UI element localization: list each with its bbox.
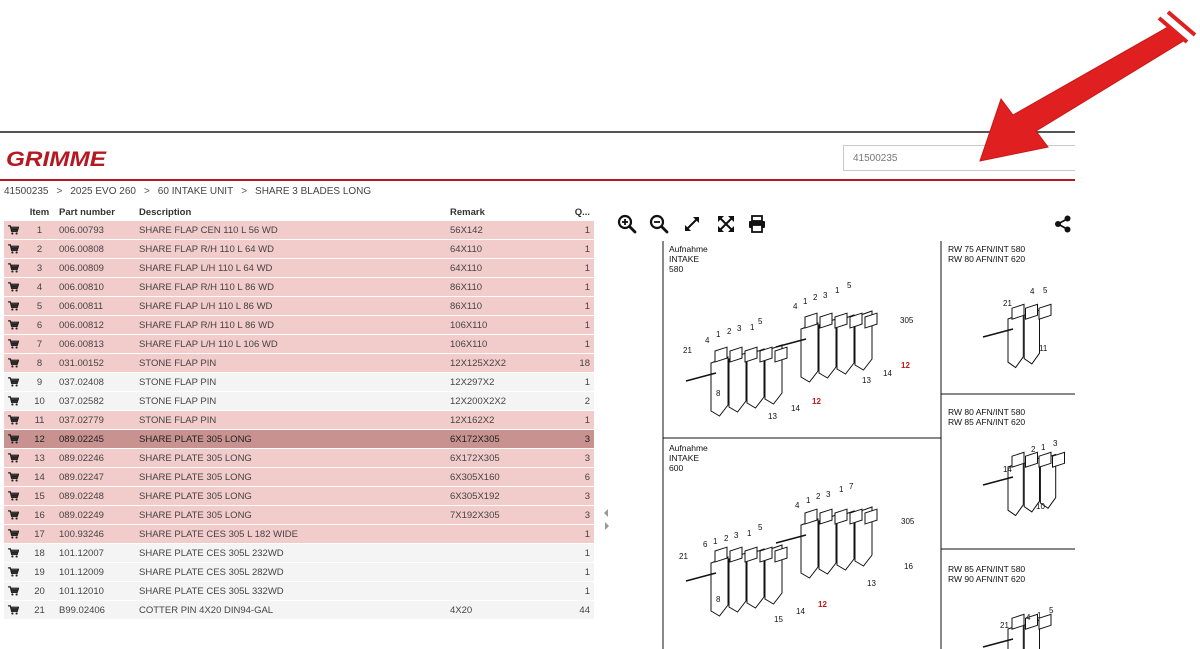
cell-item: 10 [24,392,55,411]
cell-description: SHARE FLAP R/H 110 L 86 WD [135,278,446,297]
print-icon[interactable] [747,214,767,234]
parts-table [4,204,594,620]
cell-part-number: 037.02582 [55,392,135,411]
side3-caption-2: RW 90 AFN/INT 620 [948,574,1026,584]
cell-remark: 12X200X2X2 [446,392,568,411]
header-quantity[interactable]: Q... [568,204,594,221]
share-plate-shape [711,557,728,616]
table-row[interactable] [4,487,594,506]
cell-description: SHARE PLATE CES 305L 232WD [135,544,446,563]
table-row[interactable] [4,259,594,278]
cell-quantity: 1 [568,316,594,335]
cell-remark: 86X110 [446,278,568,297]
cell-remark: 12X125X2X2 [446,354,568,373]
cell-description: SHARE FLAP R/H 110 L 64 WD [135,240,446,259]
side1-caption-1: RW 75 AFN/INT 580 [948,244,1026,254]
cell-remark: 86X110 [446,297,568,316]
table-row[interactable] [4,392,594,411]
cell-item: 19 [24,563,55,582]
cell-part-number: 089.02248 [55,487,135,506]
callout-number[interactable]: 14 [1003,465,1012,474]
cell-part-number: 006.00811 [55,297,135,316]
callout-number[interactable]: 14 [791,404,800,413]
cell-quantity: 1 [568,563,594,582]
cell-part-number: 006.00813 [55,335,135,354]
cell-part-number: 037.02779 [55,411,135,430]
table-row[interactable] [4,468,594,487]
callout-number[interactable]: 14 [796,607,805,616]
cell-quantity: 1 [568,582,594,601]
add-to-cart-icon[interactable] [4,297,24,316]
add-to-cart-icon[interactable] [4,468,24,487]
share-plate-shape [801,323,818,382]
header-cart [4,204,24,221]
callout-number[interactable]: 4 [705,336,710,345]
search-input[interactable] [843,145,1075,171]
callout-number[interactable]: 15 [774,615,783,624]
callout-number[interactable]: 7 [849,482,854,491]
cell-item: 13 [24,449,55,468]
add-to-cart-icon[interactable] [4,449,24,468]
callout-number[interactable]: 13 [867,579,876,588]
expand-icon[interactable] [682,214,702,234]
cell-quantity: 1 [568,411,594,430]
cell-remark: 12X297X2 [446,373,568,392]
add-to-cart-icon[interactable] [4,240,24,259]
share-icon[interactable] [1053,214,1073,234]
cell-part-number: 089.02245 [55,430,135,449]
breadcrumb-item-current: SHARE 3 BLADES LONG [255,186,372,197]
cell-part-number: 101.12009 [55,563,135,582]
table-row[interactable] [4,297,594,316]
callout-number[interactable]: 11 [1039,344,1048,353]
cell-remark: 64X110 [446,259,568,278]
add-to-cart-icon[interactable] [4,544,24,563]
side3-caption-1: RW 85 AFN/INT 580 [948,564,1026,574]
table-row[interactable] [4,601,594,620]
cell-quantity: 3 [568,487,594,506]
callout-number[interactable]: 13 [862,376,871,385]
breadcrumb-item-model[interactable]: 2025 EVO 260 [70,186,136,197]
cell-remark: 6X305X192 [446,487,568,506]
table-row[interactable] [4,582,594,601]
header-bar [0,133,1075,181]
cell-item: 15 [24,487,55,506]
add-to-cart-icon[interactable] [4,601,24,620]
cell-item: 1 [24,221,55,240]
cell-part-number: 089.02246 [55,449,135,468]
callout-number[interactable]: 12 [818,600,827,609]
cell-item: 12 [24,430,55,449]
cell-description: SHARE PLATE 305 LONG [135,468,446,487]
add-to-cart-icon[interactable] [4,563,24,582]
parts-table-body [4,221,594,620]
add-to-cart-icon[interactable] [4,411,24,430]
callout-number[interactable]: 6 [703,540,708,549]
cell-remark: 6X172X305 [446,430,568,449]
cell-description: SHARE PLATE CES 305 L 182 WIDE [135,525,446,544]
cell-item: 2 [24,240,55,259]
callout-number[interactable]: 8 [716,389,721,398]
callout-number[interactable]: 2 [1031,445,1036,454]
table-header-row [4,204,594,221]
cell-item: 17 [24,525,55,544]
callout-number[interactable]: 1 [750,323,755,332]
cell-part-number: 089.02249 [55,506,135,525]
breadcrumb-separator: > [143,186,150,197]
cell-description: SHARE FLAP CEN 110 L 56 WD [135,221,446,240]
cell-description: STONE FLAP PIN [135,354,446,373]
parts-catalog-window [0,131,1075,649]
cell-item: 18 [24,544,55,563]
callout-number[interactable]: 2 [727,327,732,336]
cell-quantity: 1 [568,297,594,316]
share-plate-shape [801,519,818,578]
header-remark[interactable]: Remark [446,204,568,221]
cell-quantity: 44 [568,601,594,620]
cell-description: SHARE PLATE CES 305L 282WD [135,563,446,582]
cell-description: SHARE PLATE CES 305L 332WD [135,582,446,601]
side1-caption-2: RW 80 AFN/INT 620 [948,254,1026,264]
cell-remark: 12X162X2 [446,411,568,430]
callout-number[interactable]: 1 [806,496,811,505]
breadcrumb-item-machine[interactable]: 41500235 [4,186,49,197]
callout-number[interactable]: 3 [823,291,828,300]
table-row[interactable] [4,430,594,449]
cell-remark [446,544,568,563]
callout-number[interactable]: 4 [795,501,800,510]
add-to-cart-icon[interactable] [4,316,24,335]
callout-number[interactable]: 4 [1026,613,1031,622]
side2-caption-2: RW 85 AFN/INT 620 [948,417,1026,427]
cell-description: SHARE PLATE 305 LONG [135,449,446,468]
cell-remark: 56X142 [446,221,568,240]
header-part-number[interactable]: Part number [55,204,135,221]
cell-description: SHARE FLAP L/H 110 L 86 WD [135,297,446,316]
panel2-caption-1: Aufnahme [669,443,708,453]
cell-quantity: 1 [568,373,594,392]
callout-number[interactable]: 12 [901,361,910,370]
cell-item: 20 [24,582,55,601]
callout-number[interactable]: 1 [1037,611,1042,620]
cell-quantity: 1 [568,259,594,278]
add-to-cart-icon[interactable] [4,278,24,297]
callout-number[interactable]: 8 [716,595,721,604]
cell-remark [446,563,568,582]
side2-caption-1: RW 80 AFN/INT 580 [948,407,1026,417]
breadcrumb [4,186,371,197]
callout-number[interactable]: 1 [835,286,840,295]
cell-item: 16 [24,506,55,525]
table-row[interactable] [4,316,594,335]
callout-number[interactable]: 4 [793,302,798,311]
cell-item: 11 [24,411,55,430]
callout-number[interactable]: 1 [747,529,752,538]
header-item[interactable]: Item [24,204,55,221]
callout-number[interactable]: 5 [758,523,763,532]
callout-number[interactable]: 1 [716,330,721,339]
header-description[interactable]: Description [135,204,446,221]
cell-part-number: B99.02406 [55,601,135,620]
cell-description: SHARE PLATE 305 LONG [135,430,446,449]
callout-number[interactable]: 2 [724,534,729,543]
cell-description: STONE FLAP PIN [135,373,446,392]
table-row[interactable] [4,506,594,525]
panel1-caption-2: INTAKE [669,254,700,264]
table-row[interactable] [4,373,594,392]
cell-part-number: 006.00808 [55,240,135,259]
cell-part-number: 006.00812 [55,316,135,335]
table-row[interactable] [4,240,594,259]
cell-item: 5 [24,297,55,316]
add-to-cart-icon[interactable] [4,221,24,240]
callout-number[interactable]: 3 [737,324,742,333]
cell-description: SHARE PLATE 305 LONG [135,506,446,525]
add-to-cart-icon[interactable] [4,582,24,601]
cell-quantity: 1 [568,221,594,240]
table-row[interactable] [4,449,594,468]
callout-number[interactable]: 5 [1049,606,1054,615]
table-row[interactable] [4,221,594,240]
add-to-cart-icon[interactable] [4,525,24,544]
cell-part-number: 006.00809 [55,259,135,278]
callout-number[interactable]: 21 [1003,299,1012,308]
cell-description: STONE FLAP PIN [135,411,446,430]
cell-quantity: 6 [568,468,594,487]
breadcrumb-separator: > [56,186,63,197]
cell-item: 3 [24,259,55,278]
callout-number[interactable]: 305 [901,517,915,526]
callout-number[interactable]: 21 [683,346,692,355]
grimme-logo[interactable] [5,146,107,170]
cell-quantity: 1 [568,544,594,563]
callout-number[interactable]: 2 [813,293,818,302]
cell-part-number: 031.00152 [55,354,135,373]
cell-remark: 106X110 [446,335,568,354]
breadcrumb-separator: > [241,186,248,197]
callout-number[interactable]: 3 [734,531,739,540]
cell-part-number: 101.12007 [55,544,135,563]
callout-number[interactable]: 3 [1053,439,1058,448]
zoom-out-icon[interactable] [649,214,669,234]
cell-item: 14 [24,468,55,487]
cell-part-number: 037.02408 [55,373,135,392]
breadcrumb-item-group[interactable]: 60 INTAKE UNIT [157,186,234,197]
cell-quantity: 1 [568,240,594,259]
cell-remark: 7X192X305 [446,506,568,525]
callout-number[interactable]: 1 [803,297,808,306]
cell-remark [446,582,568,601]
cell-remark: 106X110 [446,316,568,335]
fullscreen-icon[interactable] [716,214,736,234]
callout-number[interactable]: 21 [1000,621,1009,630]
cell-item: 4 [24,278,55,297]
add-to-cart-icon[interactable] [4,430,24,449]
cell-item: 6 [24,316,55,335]
panel1-caption-1: Aufnahme [669,244,708,254]
table-row[interactable] [4,278,594,297]
cell-quantity: 3 [568,506,594,525]
table-row[interactable] [4,544,594,563]
add-to-cart-icon[interactable] [4,259,24,278]
cell-item: 8 [24,354,55,373]
cell-quantity: 18 [568,354,594,373]
table-row[interactable] [4,525,594,544]
exploded-view-drawing[interactable] [613,241,1075,649]
cell-part-number: 089.02247 [55,468,135,487]
cell-part-number: 006.00810 [55,278,135,297]
cell-description: SHARE FLAP L/H 110 L 106 WD [135,335,446,354]
cell-description: SHARE PLATE 305 LONG [135,487,446,506]
add-to-cart-icon[interactable] [4,487,24,506]
callout-number[interactable]: 1 [839,485,844,494]
cell-quantity: 3 [568,449,594,468]
panel1-caption-3: 580 [669,264,684,274]
cell-item: 7 [24,335,55,354]
cell-item: 21 [24,601,55,620]
cell-description: SHARE FLAP R/H 110 L 86 WD [135,316,446,335]
cell-remark [446,525,568,544]
callout-number[interactable]: 13 [768,412,777,421]
callout-number[interactable]: 5 [847,281,852,290]
callout-number[interactable]: 21 [679,552,688,561]
cell-part-number: 101.12010 [55,582,135,601]
cell-part-number: 100.93246 [55,525,135,544]
table-row[interactable] [4,354,594,373]
cell-item: 9 [24,373,55,392]
collapse-left-icon[interactable] [604,509,608,517]
cell-quantity: 3 [568,430,594,449]
callout-number[interactable]: 10 [1036,502,1045,511]
cell-description: COTTER PIN 4X20 DIN94-GAL [135,601,446,620]
callout-number[interactable]: 12 [812,397,821,406]
collapse-right-icon[interactable] [605,522,609,530]
share-assemblies [686,304,1065,649]
callout-number[interactable]: 3 [826,490,831,499]
cell-quantity: 2 [568,392,594,411]
cell-quantity: 1 [568,525,594,544]
share-plate-shape [711,357,728,416]
table-row[interactable] [4,411,594,430]
panel2-caption-3: 600 [669,463,684,473]
callout-number[interactable]: 4 [1030,287,1035,296]
cell-description: STONE FLAP PIN [135,392,446,411]
callout-number[interactable]: 1 [1041,443,1046,452]
callout-number[interactable]: 16 [904,562,913,571]
callout-number[interactable]: 2 [816,492,821,501]
callout-number[interactable]: 5 [758,317,763,326]
add-to-cart-icon[interactable] [4,354,24,373]
table-row[interactable] [4,335,594,354]
share-plate-shape [1008,314,1023,368]
cell-quantity: 1 [568,278,594,297]
callout-number[interactable]: 305 [900,316,914,325]
cell-remark: 64X110 [446,240,568,259]
callout-number[interactable]: 5 [1043,286,1048,295]
cell-description: SHARE FLAP L/H 110 L 64 WD [135,259,446,278]
callout-number[interactable]: 1 [713,537,718,546]
table-row[interactable] [4,563,594,582]
zoom-in-icon[interactable] [617,214,637,234]
add-to-cart-icon[interactable] [4,392,24,411]
cell-remark: 4X20 [446,601,568,620]
logo-text: GRIMME [6,148,107,170]
cell-remark: 6X305X160 [446,468,568,487]
add-to-cart-icon[interactable] [4,373,24,392]
callout-number[interactable]: 14 [883,369,892,378]
add-to-cart-icon[interactable] [4,506,24,525]
cell-remark: 6X172X305 [446,449,568,468]
cell-quantity: 1 [568,335,594,354]
panel2-caption-2: INTAKE [669,453,700,463]
add-to-cart-icon[interactable] [4,335,24,354]
cell-part-number: 006.00793 [55,221,135,240]
share-flap-shape [1039,304,1051,319]
drawing-viewer [613,205,1075,649]
